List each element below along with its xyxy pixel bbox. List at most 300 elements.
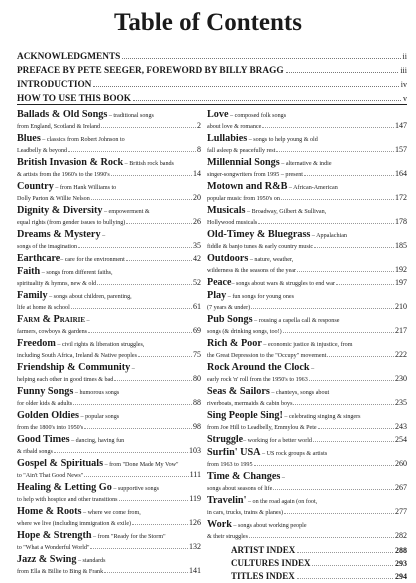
dot-leader xyxy=(258,218,394,224)
chapter-title: Peace xyxy=(207,278,232,288)
chapter-description: – dancing, having fun xyxy=(69,438,125,444)
dot-leader xyxy=(297,571,393,579)
page-number: 8 xyxy=(197,145,201,154)
page-number: 172 xyxy=(395,193,407,202)
dot-leader xyxy=(88,327,192,333)
dot-leader xyxy=(133,92,401,101)
page-number: 254 xyxy=(395,435,407,444)
chapter-description: – standards xyxy=(76,558,106,564)
toc-entry[interactable] xyxy=(17,134,201,156)
entry-heading-line xyxy=(207,387,407,398)
entry-heading-line xyxy=(207,291,407,302)
chapter-description: – from "Done Made My Vow" xyxy=(103,462,179,468)
toc-entry[interactable] xyxy=(17,459,201,481)
toc-entry[interactable] xyxy=(207,315,407,337)
dot-leader xyxy=(297,266,394,272)
toc-entry[interactable] xyxy=(17,555,201,577)
chapter-title: Friendship & Community xyxy=(17,363,131,373)
chapter-title: Jazz & Swing xyxy=(17,555,77,565)
chapter-description: – songs about children, parenting, xyxy=(47,294,132,300)
page-number: 235 xyxy=(395,398,407,407)
chapter-title: Freedom xyxy=(17,339,56,349)
page-number: 2 xyxy=(197,121,201,130)
dot-leader xyxy=(54,447,188,453)
chapter-description-cont: wilderness & the seasons of the year xyxy=(207,268,297,274)
chapter-title: Old-Timey & Bluegrass xyxy=(207,230,311,240)
index-item[interactable] xyxy=(207,570,407,583)
toc-entry[interactable] xyxy=(207,278,407,289)
entry-heading-line xyxy=(207,496,407,507)
dot-leader xyxy=(304,170,394,176)
chapter-title: Good Times xyxy=(17,435,70,445)
chapter-description-cont: (7 years & under) xyxy=(207,305,251,311)
dot-leader xyxy=(293,399,394,405)
toc-entry[interactable] xyxy=(17,507,201,529)
toc-entry[interactable] xyxy=(207,254,407,276)
toc-entry[interactable] xyxy=(207,472,407,494)
chapter-description-cont: Hollywood musicals xyxy=(207,220,258,226)
chapter-title: Hope & Strength xyxy=(17,531,92,541)
entry-line xyxy=(207,507,407,518)
chapter-description: – Appalachian xyxy=(310,233,347,239)
chapter-title: Golden Oldies xyxy=(17,411,79,421)
chapter-title: Lullabies xyxy=(207,134,248,144)
chapter-title: Motown and R&B xyxy=(207,182,288,192)
toc-entry[interactable] xyxy=(17,254,201,265)
chapter-title: Rich & Poor xyxy=(207,339,262,349)
entry-line xyxy=(207,350,407,361)
chapter-description: – British rock bands xyxy=(123,161,174,167)
chapter-title: Dreams & Mystery xyxy=(17,230,101,240)
chapter-title: Rock Around the Clock xyxy=(207,363,310,373)
dot-leader xyxy=(138,351,192,357)
entry-line xyxy=(207,145,407,156)
chapter-description: – working for a better world xyxy=(243,438,312,444)
index-item[interactable] xyxy=(207,557,407,570)
entry-heading-line xyxy=(17,507,201,518)
entry-heading-line xyxy=(17,363,201,374)
chapter-description: – songs to help young & old xyxy=(247,137,318,143)
dot-leader xyxy=(249,532,394,538)
chapter-description: – songs about wars & struggles to end war xyxy=(231,281,336,287)
entry-line xyxy=(207,422,407,433)
toc-entry[interactable] xyxy=(17,363,201,385)
toc-entry[interactable] xyxy=(17,158,201,180)
index-item[interactable] xyxy=(207,544,407,557)
section-divider xyxy=(17,104,407,105)
chapter-description-cont: riverboats, mermaids & cabin boys xyxy=(207,401,293,407)
page-number: 88 xyxy=(193,398,201,407)
toc-entry[interactable] xyxy=(207,435,407,446)
chapter-description-cont: & their struggles xyxy=(207,534,248,540)
entry-heading-line xyxy=(17,459,201,470)
page-number: 294 xyxy=(395,572,407,581)
chapter-description-cont: songs about seasons of life xyxy=(207,486,273,492)
entry-heading-line xyxy=(207,182,407,193)
entry-heading-line xyxy=(207,158,407,169)
chapter-description: – celebrating singing & singers xyxy=(282,414,361,420)
index-label: CULTURES INDEX xyxy=(231,558,311,568)
index-label: TITLES INDEX xyxy=(231,571,295,581)
entry-line xyxy=(17,121,201,132)
chapter-description-cont: life at home & school xyxy=(17,305,70,311)
entry-line xyxy=(17,350,201,361)
chapter-description: – care for the environment xyxy=(60,257,125,263)
chapter-description: – African-American xyxy=(287,185,338,191)
dot-leader xyxy=(297,545,393,553)
toc-entry[interactable] xyxy=(17,182,201,204)
toc-entry[interactable] xyxy=(17,483,201,505)
dot-leader xyxy=(104,567,188,573)
toc-entry[interactable] xyxy=(207,134,407,156)
dot-leader xyxy=(284,508,394,514)
chapter-title: Sing People Sing! xyxy=(207,411,283,421)
entry-heading-line xyxy=(207,339,407,350)
chapter-title: Work xyxy=(207,520,232,530)
chapter-description-cont: from Joe Hill to Leadbelly, Emmylou & Pete xyxy=(207,425,317,431)
chapter-description-cont: to "What a Wonderful World" xyxy=(17,545,90,551)
page-number: 243 xyxy=(395,422,407,431)
entry-heading-line xyxy=(17,339,201,350)
dot-leader xyxy=(309,375,394,381)
page-number: iii xyxy=(400,66,407,75)
toc-entry[interactable] xyxy=(207,363,407,385)
dot-leader xyxy=(97,279,192,285)
dot-leader xyxy=(119,495,189,501)
page-number: 164 xyxy=(395,169,407,178)
chapter-description-cont: & artists from the 1960's to the 1990's xyxy=(17,172,110,178)
dot-leader xyxy=(73,399,192,405)
chapter-title: Family xyxy=(17,291,48,301)
dot-leader xyxy=(273,484,394,490)
dot-leader xyxy=(126,218,192,224)
toc-entry[interactable] xyxy=(207,182,407,204)
chapter-title: Musicals xyxy=(207,206,246,216)
page-number: 14 xyxy=(193,169,201,178)
chapter-description-cont: & ribald songs xyxy=(17,449,53,455)
toc-entry[interactable] xyxy=(17,315,201,337)
chapter-title: Travelin' xyxy=(207,496,247,506)
chapter-description: – fun songs for young ones xyxy=(226,294,294,300)
entry-line xyxy=(207,483,407,494)
page-number: 178 xyxy=(395,217,407,226)
chapter-title: Pub Songs xyxy=(207,315,253,325)
chapter-description: – chanteys, songs about xyxy=(269,390,330,396)
dot-leader xyxy=(283,327,394,333)
entry-line xyxy=(17,518,201,529)
entry-heading-line xyxy=(207,110,407,121)
chapter-description-cont: for older kids & adults xyxy=(17,401,73,407)
front-matter-item[interactable] xyxy=(17,50,407,64)
toc-entry[interactable] xyxy=(207,496,407,518)
chapter-description: – xyxy=(100,233,106,239)
entry-heading-line xyxy=(17,315,201,326)
page-number: ii xyxy=(402,52,407,61)
entry-heading-line xyxy=(17,134,201,145)
chapter-description-cont: from the 1800's into 1950's xyxy=(17,425,84,431)
entry-line xyxy=(207,398,407,409)
chapter-description: – nature, weather, xyxy=(248,257,294,263)
chapter-description-cont: from 1963 to 1995 xyxy=(207,462,253,468)
entry-line xyxy=(17,470,201,481)
dot-leader xyxy=(84,423,192,429)
entry-heading-line xyxy=(207,206,407,217)
page-number: 230 xyxy=(395,374,407,383)
toc-entry[interactable] xyxy=(207,339,407,361)
entry-heading-line xyxy=(207,520,407,531)
chapter-description: – traditional songs xyxy=(107,113,154,119)
page-number: 119 xyxy=(189,494,201,503)
entry-line xyxy=(17,217,201,228)
entry-line xyxy=(17,193,201,204)
toc-entry[interactable] xyxy=(207,448,407,470)
front-matter-item[interactable] xyxy=(17,64,407,78)
entry-line xyxy=(17,302,201,313)
page-number: 42 xyxy=(193,254,201,263)
entry-line xyxy=(207,459,407,470)
entry-line xyxy=(207,326,407,337)
page-number: 147 xyxy=(395,121,407,130)
entry-heading-line xyxy=(17,291,201,302)
chapter-title: Healing & Letting Go xyxy=(17,483,112,493)
entry-line xyxy=(207,169,407,180)
page-number: 69 xyxy=(193,326,201,335)
dot-leader xyxy=(336,279,394,285)
chapter-title: Blues xyxy=(17,134,41,144)
chapter-description-cont: farmers, cowboys & gardens xyxy=(17,329,88,335)
page-number: v xyxy=(403,94,407,103)
entry-heading-line xyxy=(17,531,201,542)
toc-entry[interactable] xyxy=(17,435,201,457)
chapter-description-cont: Dolly Parton & Willie Nelson xyxy=(17,196,90,202)
entry-line xyxy=(17,145,201,156)
page-number: 192 xyxy=(395,265,407,274)
chapter-description-cont: singer-songwriters from 1995 – present xyxy=(207,172,304,178)
entry-heading-line xyxy=(207,134,407,145)
chapter-description-cont: from England, Scotland & Ireland xyxy=(17,124,101,130)
page-number: 20 xyxy=(193,193,201,202)
chapter-description: – classics from Robert Johnson to xyxy=(40,137,125,143)
chapter-title: Funny Songs xyxy=(17,387,74,397)
chapter-description: – popular songs xyxy=(79,414,120,420)
dot-leader xyxy=(101,122,196,128)
chapter-title: Faith xyxy=(17,267,41,277)
entry-line xyxy=(17,278,201,289)
chapter-description: – empowerment & xyxy=(102,209,150,215)
page-number: 260 xyxy=(395,459,407,468)
toc-entry[interactable] xyxy=(17,110,201,132)
chapter-description-cont: where we live (including immigration & exile) xyxy=(17,521,132,527)
entry-line xyxy=(17,422,201,433)
front-matter-item[interactable] xyxy=(17,78,407,92)
toc-entry[interactable] xyxy=(17,339,201,361)
chapter-description-cont: in cars, trucks, trains & planes) xyxy=(207,510,283,516)
chapter-description: – US rock groups & artists xyxy=(260,451,328,457)
front-matter-label: INTRODUCTION xyxy=(17,80,92,90)
toc-entry[interactable] xyxy=(17,531,201,553)
page-number: 111 xyxy=(189,470,201,479)
toc-entry[interactable] xyxy=(207,411,407,433)
chapter-description: – humorous songs xyxy=(73,390,120,396)
page-number: 282 xyxy=(395,531,407,540)
entry-line xyxy=(207,121,407,132)
chapter-description: – xyxy=(309,366,315,372)
page-number: 103 xyxy=(189,446,201,455)
entry-heading-line xyxy=(207,315,407,326)
toc-entry[interactable] xyxy=(17,230,201,252)
dot-leader xyxy=(71,303,192,309)
dot-leader xyxy=(286,64,399,73)
entry-line xyxy=(17,566,201,577)
dot-leader xyxy=(126,255,192,261)
entry-line xyxy=(17,241,201,252)
page-number: 197 xyxy=(395,278,407,287)
dot-leader xyxy=(318,423,394,429)
page-number: 61 xyxy=(193,302,201,311)
page-number: 288 xyxy=(395,546,407,555)
dot-leader xyxy=(132,519,188,525)
chapter-title: Dignity & Diversity xyxy=(17,206,103,216)
page-number: iv xyxy=(400,80,407,89)
page-number: 210 xyxy=(395,302,407,311)
left-column xyxy=(17,110,201,579)
chapter-title: Outdoors xyxy=(207,254,249,264)
front-matter-list xyxy=(17,50,407,106)
entry-line xyxy=(17,374,201,385)
dot-leader xyxy=(262,122,394,128)
page-number: 75 xyxy=(193,350,201,359)
entry-heading-line xyxy=(207,472,407,483)
chapter-description: – civil rights & liberation struggles, xyxy=(55,342,145,348)
entry-line xyxy=(17,494,201,505)
chapter-title: Home & Roots xyxy=(17,507,82,517)
page-number: 52 xyxy=(193,278,201,287)
chapter-description-cont: songs of the imagination xyxy=(17,244,78,250)
toc-entry[interactable] xyxy=(17,411,201,433)
entry-heading-line xyxy=(207,448,407,459)
dot-leader xyxy=(78,242,192,248)
dot-leader xyxy=(312,558,393,566)
chapter-title: Ballads & Old Songs xyxy=(17,110,108,120)
page-number: 80 xyxy=(193,374,201,383)
chapter-description: – rousing a capella call & response xyxy=(252,318,340,324)
page-number: 157 xyxy=(395,145,407,154)
dot-leader xyxy=(91,194,192,200)
chapter-description: – songs from different faiths, xyxy=(40,270,113,276)
index-label: ARTIST INDEX xyxy=(231,545,296,555)
chapter-description-cont: including South Africa, Ireland & Native peoples xyxy=(17,353,137,359)
page-number: 26 xyxy=(193,217,201,226)
chapter-title: Love xyxy=(207,110,229,120)
entry-line xyxy=(207,435,407,446)
chapter-title: Millennial Songs xyxy=(207,158,280,168)
right-column xyxy=(207,110,407,583)
dot-leader xyxy=(276,146,394,152)
dot-leader xyxy=(111,170,192,176)
toc-entry[interactable] xyxy=(17,206,201,228)
chapter-description-cont: spirituality & hymns, new & old xyxy=(17,281,97,287)
entry-heading-line xyxy=(17,206,201,217)
chapter-description: – economic justice & injustice, from xyxy=(261,342,353,348)
toc-entry[interactable] xyxy=(17,291,201,313)
toc-entry[interactable] xyxy=(207,206,407,228)
chapter-description-cont: Leadbelly & beyond xyxy=(17,148,68,154)
toc-entry[interactable] xyxy=(207,230,407,252)
dot-leader xyxy=(313,436,394,442)
page-number: 132 xyxy=(189,542,201,551)
entry-heading-line xyxy=(17,182,201,193)
dot-leader xyxy=(84,471,188,477)
dot-leader xyxy=(327,351,394,357)
entry-line xyxy=(207,278,407,289)
page-number: 185 xyxy=(395,241,407,250)
chapter-description-cont: to help with hospice and other transitions xyxy=(17,497,118,503)
chapter-description-cont: songs (& drinking songs, too!) xyxy=(207,329,282,335)
chapter-description: – on the road again (on foot, xyxy=(246,499,318,505)
chapter-description: – alternative & indie xyxy=(279,161,332,167)
entry-heading-line xyxy=(17,555,201,566)
chapter-title: Country xyxy=(17,182,54,192)
chapter-description-cont: helping each other in good times & bad xyxy=(17,377,114,383)
dot-leader xyxy=(281,194,394,200)
page-title: Table of Contents xyxy=(114,9,302,36)
dot-leader xyxy=(114,375,192,381)
toc-entry[interactable] xyxy=(17,387,201,409)
chapter-title: Struggle xyxy=(207,435,244,445)
entry-line xyxy=(17,446,201,457)
entry-line xyxy=(207,265,407,276)
chapter-description-cont: equal rights (from gender issues to bullying) xyxy=(17,220,126,226)
chapter-description: – from Hank Williams to xyxy=(53,185,117,191)
chapter-description: – Broadway, Gilbert & Sullivan, xyxy=(245,209,327,215)
dot-leader xyxy=(93,78,398,87)
toc-entry[interactable] xyxy=(207,110,407,132)
chapter-description-cont: to "Ain't That Good News" xyxy=(17,473,84,479)
chapter-title: Earthcare xyxy=(17,254,61,264)
entry-line xyxy=(17,398,201,409)
toc-entry[interactable] xyxy=(207,520,407,542)
entry-heading-line xyxy=(207,254,407,265)
chapter-description-cont: about love & romance xyxy=(207,124,262,130)
chapter-description: – xyxy=(280,475,285,481)
toc-entry[interactable] xyxy=(207,387,407,409)
page-number: 277 xyxy=(395,507,407,516)
entry-heading-line xyxy=(17,158,201,169)
toc-entry[interactable] xyxy=(207,158,407,180)
chapter-title: Farm & Prairie xyxy=(17,315,86,325)
page-number: 35 xyxy=(193,241,201,250)
toc-entry[interactable] xyxy=(207,291,407,313)
chapter-description-cont: fiddle & banjo tunes & early country music xyxy=(207,244,314,250)
chapter-description: – composed folk songs xyxy=(228,113,287,119)
chapter-title: Play xyxy=(207,291,227,301)
entry-line xyxy=(17,254,201,265)
dot-leader xyxy=(254,460,394,466)
entry-line xyxy=(207,302,407,313)
chapter-description: – xyxy=(130,366,135,372)
entry-heading-line xyxy=(207,230,407,241)
entry-heading-line xyxy=(17,411,201,422)
chapter-title: British Invasion & Rock xyxy=(17,158,124,168)
toc-entry[interactable] xyxy=(17,267,201,289)
entry-heading-line xyxy=(17,435,201,446)
entry-line xyxy=(17,326,201,337)
page-number: 217 xyxy=(395,326,407,335)
entry-heading-line xyxy=(17,110,201,121)
chapter-description-cont: the Great Depression to the "Occupy" movement xyxy=(207,353,327,359)
entry-heading-line xyxy=(17,230,201,241)
chapter-description: – where we come from, xyxy=(81,510,141,516)
